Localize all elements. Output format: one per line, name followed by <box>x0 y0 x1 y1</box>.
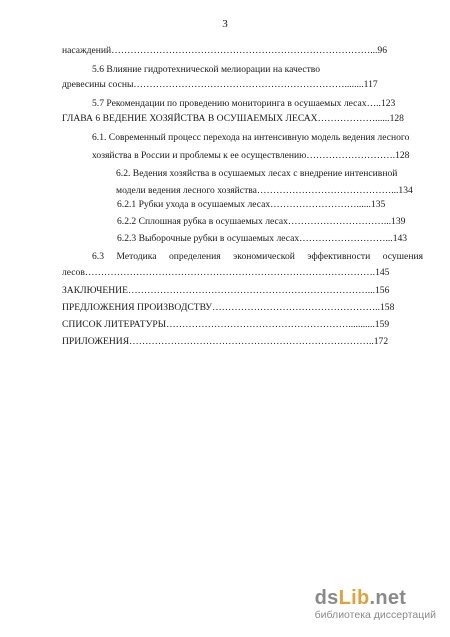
toc-entry-6-1: 6.1. Современный процесс перехода на интенсивную модель ведения лесного <box>92 132 410 143</box>
toc-entry-5-7: 5.7 Рекомендации по проведению мониторинга в осушаемых лесах…..123 <box>92 98 396 109</box>
page-number: 3 <box>222 18 228 30</box>
toc-entry: насаждений………………………………………………………………………...96 <box>62 45 388 56</box>
toc-entry-6-2-2: 6.2.2 Сплошная рубка в осушаемых лесах…………………………...139 <box>117 216 406 227</box>
toc-entry: лесов……………………………………………………………………………….145 <box>62 267 390 278</box>
toc-entry: хозяйства в России и проблемы к ее осуществлению……………………….128 <box>92 150 410 161</box>
toc-entry-6-2: 6.2. Ведения хозяйства в осушаемых лесах с внедрение интенсивной <box>116 168 398 179</box>
toc-entry-appendices: ПРИЛОЖЕНИЯ…………………………………………………………………..172 <box>62 336 389 347</box>
toc-entry-6-2-3: 6.2.3 Выборочные рубки в осушаемых лесах………………………...143 <box>117 233 408 244</box>
toc-entry-proposals: ПРЕДЛОЖЕНИЯ ПРОИЗВОДСТВУ……………………………………………..158 <box>62 302 395 313</box>
toc-entry-5-6: 5.6 Влияние гидротехнической мелиорации на качество <box>92 64 321 75</box>
watermark-logo: dsLib.net <box>314 587 407 609</box>
toc-entry: древесины сосны…………………………………………………………........117 <box>62 79 378 90</box>
toc-entry-6-2-1: 6.2.1 Рубки ухода в осушаемых лесах………………………......135 <box>117 199 386 210</box>
toc-entry-conclusion: ЗАКЛЮЧЕНИЕ…………………………………………………………………...156 <box>62 285 390 296</box>
toc-entry-6-3: 6.3 Методика определения экономической эффективности осушения <box>92 251 423 262</box>
toc-entry-chapter-6: ГЛАВА 6 ВЕДЕНИЕ ХОЗЯЙСТВА В ОСУШАЕМЫХ ЛЕСАХ………………......128 <box>62 113 404 124</box>
watermark <box>315 587 436 621</box>
toc-entry-references: СПИСОК ЛИТЕРАТУРЫ…………………………………………………...........159 <box>62 319 390 330</box>
toc-entry: модели ведения лесного хозяйства……………………………………...134 <box>116 185 413 196</box>
watermark-caption: библиотека диссертаций <box>314 609 436 621</box>
